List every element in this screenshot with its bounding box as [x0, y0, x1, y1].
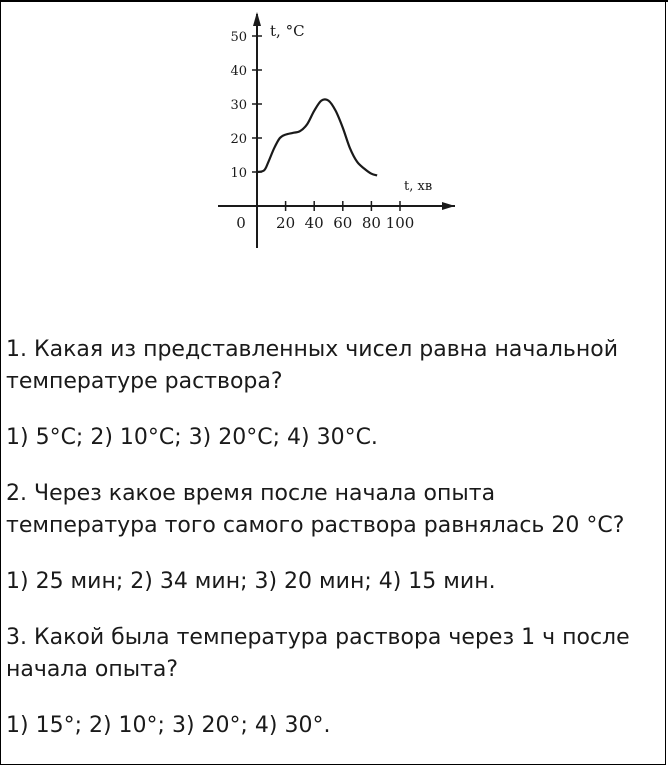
answers-2: 1) 25 мин; 2) 34 мин; 3) 20 мин; 4) 15 мин. — [6, 569, 496, 594]
y-tick-label: 30 — [230, 98, 247, 113]
y-axis-label: t, °C — [270, 22, 305, 40]
x-tick-label: 20 — [276, 214, 296, 232]
x-tick-label: 100 — [385, 214, 415, 232]
answers-3: 1) 15°; 2) 10°; 3) 20°; 4) 30°. — [6, 713, 331, 738]
chart-axes — [218, 12, 455, 248]
x-axis-arrow — [442, 202, 455, 210]
chart-ticks — [230, 30, 414, 232]
x-tick-label: 0 — [236, 214, 246, 232]
temperature-curve — [257, 99, 377, 175]
question-2: 2. Через какое время после начала опыта температура того самого раствора равнялась 20 °C? — [6, 481, 625, 538]
x-tick-label: 80 — [361, 214, 381, 232]
temperature-chart — [200, 0, 480, 260]
answers-1: 1) 5°C; 2) 10°C; 3) 20°C; 4) 30°C. — [6, 425, 378, 450]
x-tick-label: 40 — [304, 214, 324, 232]
question-1: 1. Какая из представленных чисел равна начальной температуре раствора? — [6, 337, 619, 394]
x-axis-label: t, хв — [404, 179, 433, 194]
questions-block — [6, 334, 646, 766]
y-tick-label: 20 — [230, 132, 247, 147]
y-tick-label: 50 — [230, 30, 247, 45]
y-tick-label: 40 — [230, 64, 247, 79]
question-3: 3. Какой была температура раствора через 1 ч после начала опыта? — [6, 625, 630, 682]
x-tick-label: 60 — [333, 214, 353, 232]
y-axis-arrow — [253, 12, 261, 26]
y-tick-label: 10 — [230, 166, 247, 181]
chart-series — [257, 99, 377, 175]
